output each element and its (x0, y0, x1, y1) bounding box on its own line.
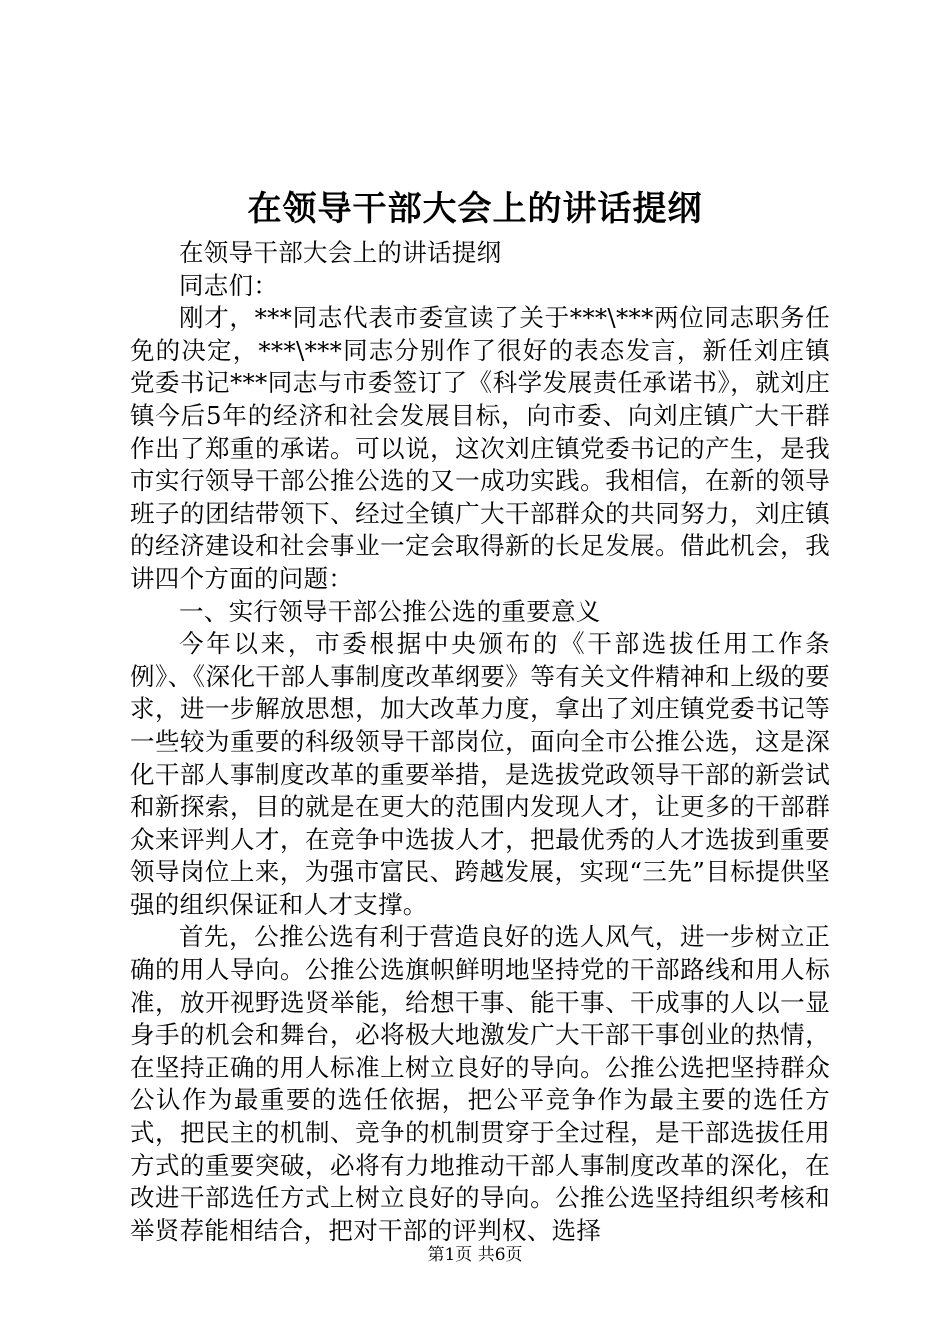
paragraph-subtitle: 在领导干部大会上的讲话提纲 (179, 238, 502, 267)
document-body (130, 237, 830, 1247)
paragraph-salutation: 同志们： (179, 270, 279, 300)
section-heading-1: 一、实行领导干部公推公选的重要意义 (179, 596, 601, 626)
paragraph-section-1: 今年以来，市委根据中央颁布的《干部选拔任用工作条例》、《深化干部人事制度改革纲要》等有关文件精神和上级的要求，进一步解放思想，加大改革力度，拿出了刘庄镇党委书记等一些较为重要的科级领导干部岗位，面向全市公推公选，这是深化干部人事制度改革的重要举措，是选拔党政领导干部的新尝试和新探索，目的就是在更大的范围内发现人才，让更多的干部群众来评判人才，在竞争中选拔人才，把最优秀的人才选拔到重要领导岗位上来，为强市富民、跨越发展，实现“三先”目标提供坚强的组织保证和人才支撑。 (130, 629, 830, 919)
document-title: 在领导干部大会上的讲话提纲 (247, 189, 703, 229)
page-number-footer: 第1页 共6页 (427, 1245, 523, 1265)
paragraph-first-point: 首先，公推公选有利于营造良好的选人风气，进一步树立正确的用人导向。公推公选旗帜鲜明地坚持党的干部路线和用人标准，放开视野选贤举能，给想干事、能干事、干成事的人以一显身手的机会和舞台，必将极大地激发广大干部干事创业的热情，在坚持正确的用人标准上树立良好的导向。公推公选把坚持群众公认作为最重要的选任依据，把公平竞争作为最主要的选任方式，把民主的机制、竞争的机制贯穿于全过程，是干部选拔任用方式的重要突破，必将有力地推动干部人事制度改革的深化，在改进干部选任方式上树立良好的导向。公推公选坚持组织考核和举贤荐能相结合，把对干部的评判权、选择 (130, 922, 830, 1245)
paragraph-intro: 刚才，***同志代表市委宣读了关于***\***两位同志职务任免的决定，***\***同志分别作了很好的表态发言，新任刘庄镇党委书记***同志与市委签订了《科学发展责任承诺书》，就刘庄镇今后5年的经济和社会发展目标，向市委、向刘庄镇广大干群作出了郑重的承诺。可以说，这次刘庄镇党委书记的产生，是我市实行领导干部公推公选的又一成功实践。我相信，在新的领导班子的团结带领下、经过全镇广大干部群众的共同努力，刘庄镇的经济建设和社会事业一定会取得新的长足发展。借此机会，我讲四个方面的问题： (130, 303, 830, 593)
